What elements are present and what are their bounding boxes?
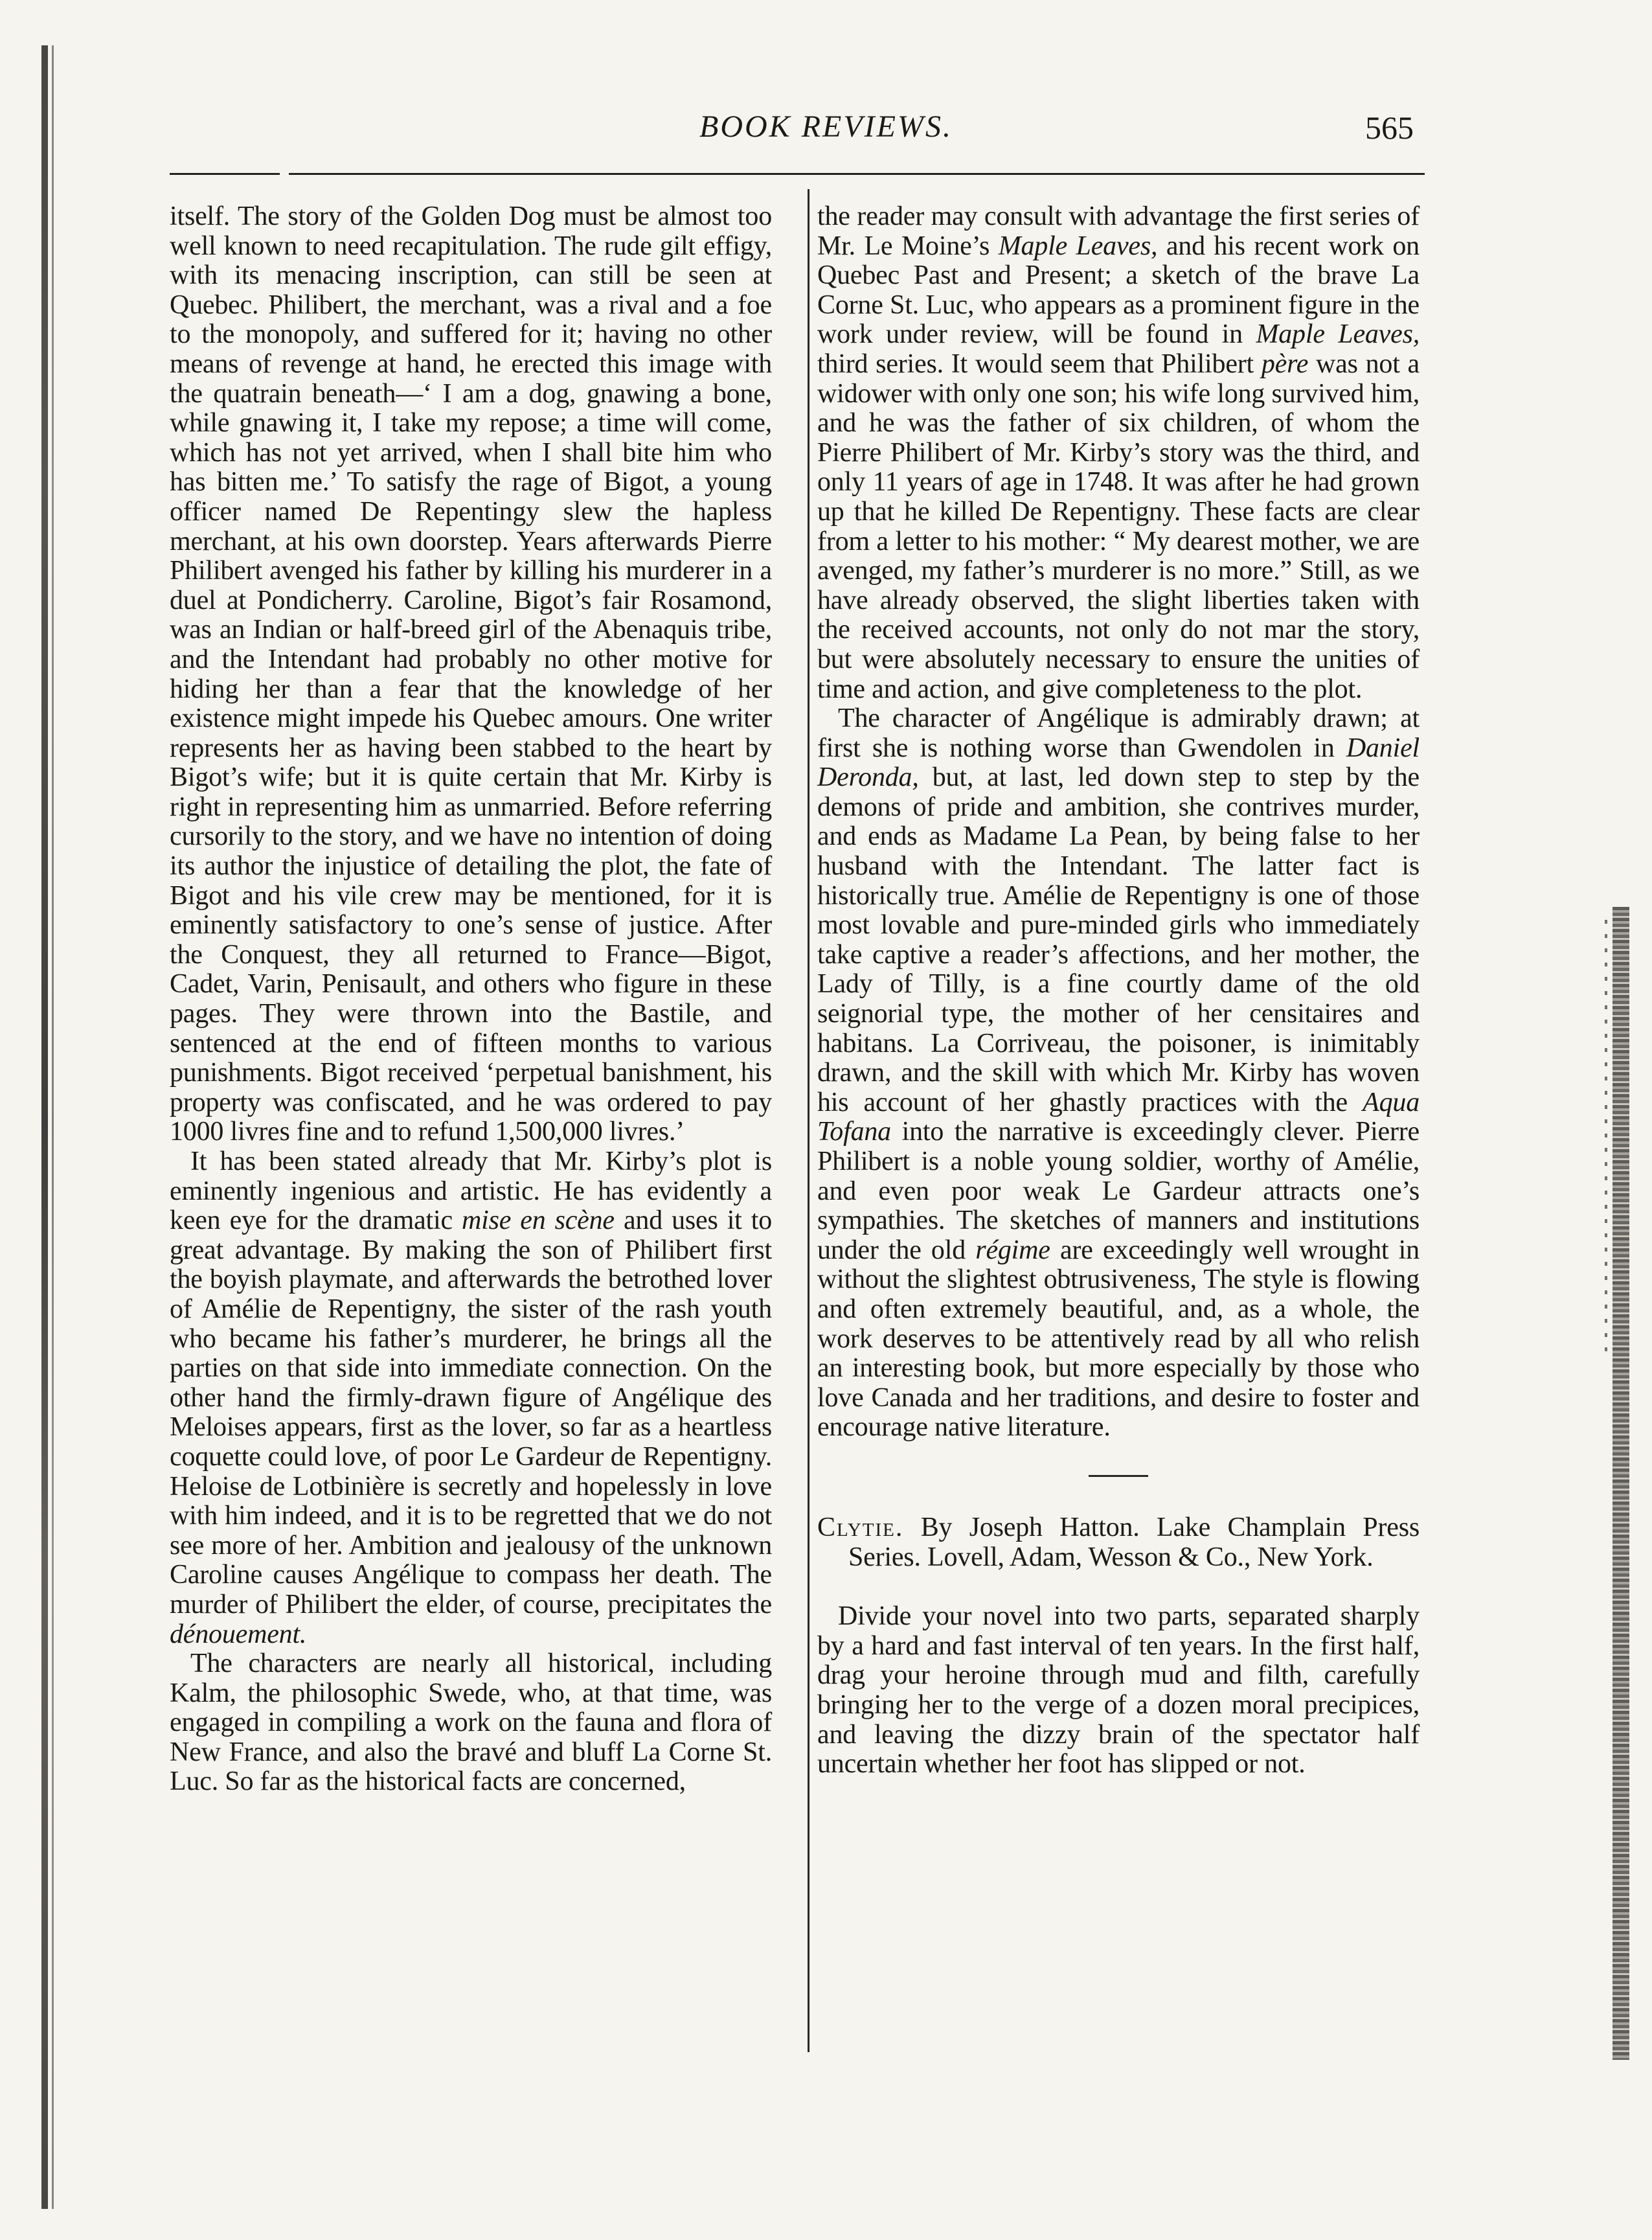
review-citation: By Joseph Hatton. Lake Champlain Press Series. Lovell, Adam, Wesson & Co., New York. [848, 1512, 1420, 1572]
paragraph: itself. The story of the Golden Dog must be almost too well known to need recapitulation. The rude gilt effigy, with its menacing inscription, can still be seen at Quebec. Philibert, the merchant, was a rival and a foe to the monopoly, and suffered for it; having no other means of revenge at hand, he erected this image with the quatrain beneath—‘ I am a dog, gnawing a bone, while gnawing it, I take my repose; a time will come, which has not yet arrived, when I shall bite him who has bitten me.’ To satisfy the rage of Bigot, a young officer named De Repentingy slew the hapless merchant, at his own doorstep. Years afterwards Pierre Philibert avenged his father by killing his murderer in a duel at Pondicherry. Caroline, Bigot’s fair Rosamond, was an Indian or half-breed girl of the Abenaquis tribe, and the Intendant had probably no other motive for hiding her than a fear that the knowledge of her existence might impede his Quebec amours. One writer represents her as having been stabbed to the heart by Bigot’s wife; but it is quite certain that Mr. Kirby is right in representing him as unmarried. Before referring cursorily to the story, and we have no intention of doing its author the injustice of detailing the plot, the fate of Bigot and his vile crew may be mentioned, for it is eminently satisfactory to one’s sense of justice. After the Conquest, they all returned to France—Bigot, Cadet, Varin, Penisault, and others who figure in these pages. They were thrown into the Bastile, and sentenced at the end of fifteen months to various punishments. Bigot received ‘perpetual banishment, his property was confiscated, and he was ordered to pay 1000 livres fine and to refund 1,500,000 livres.’ [170, 201, 772, 1147]
text-run: into the narrative is exceedingly clever. Pierre Philibert is a noble young soldier, worthy of Amélie, and even poor weak Le Gardeur attracts one’s sympathies. The sketches of manners and institutions under the old [817, 1117, 1420, 1265]
scan-edge-right-dots [1605, 920, 1607, 1360]
paragraph [817, 202, 1420, 704]
page-number: 565 [1365, 109, 1414, 146]
section-divider [1089, 1475, 1148, 1477]
text-run: third series. It would seem that Philibert [817, 349, 1254, 379]
text-run: are exceedingly well wrought in without the slightest obtrusiveness, The style is flowing and often extremely beautiful, and, as a whole, the work deserves to be attentively read by all who relish an interesting book, but more especially by those who love Canada and her traditions, and desire to foster and encourage native literature. [817, 1235, 1420, 1443]
review-heading [817, 1513, 1420, 1572]
italic-phrase: dénouement. [170, 1619, 307, 1649]
italic-phrase: mise en scène [462, 1206, 615, 1236]
scan-edge-left [41, 45, 48, 2209]
italic-phrase: Daniel Deronda, [817, 733, 1420, 793]
text-run: the reader may consult with advantage the first series of Mr. Le Moine’s [817, 201, 1420, 261]
column-divider [808, 189, 809, 2052]
paragraph: Divide your novel into two parts, separated sharply by a hard and fast interval of ten years. In the first half, drag your heroine through mud and filth, carefully bringing her to the verge of a dozen moral precipices, and leaving the dizzy brain of the spectator half uncertain whether her foot has slipped or not. [817, 1601, 1420, 1779]
header-rule [289, 173, 1425, 175]
text-run: and uses it to great advantage. By making the son of Philibert first the boyish playmate, and afterwards the betrothed lover of Amélie de Repentigny, the sister of the rash youth who became his father’s murderer, he brings all the parties on that side into immediate connection. On the other hand the firmly-drawn figure of Angélique des Meloises appears, first as the lover, so far as a heartless coquette could love, of poor Le Gardeur de Repentigny. Heloise de Lotbinière is secretly and hopelessly in love with him indeed, and it is to be regretted that we do not see more of her. Ambition and jealousy of the unknown Caroline causes Angélique to compass her death. The murder of Philibert the elder, of course, precipitates the [170, 1206, 772, 1619]
left-column [170, 202, 772, 1797]
text-run: and his recent work on Quebec Past and Present; a sketch of the brave La Corne St. Luc, who appears as a prominent figure in the work under review, will be found in [817, 231, 1420, 350]
scan-edge-left-inner [52, 45, 54, 2209]
header-rule-left [170, 173, 280, 175]
text-run: was not a widower with only one son; his wife long survived him, and he was the father of six children, of whom the Pierre Philibert of Mr. Kirby’s story was the third, and only 11 years of age in 1748. It was after he had grown up that he killed De Repentigny. These facts are clear from a letter to his mother: “ My dearest mother, we are avenged, my father’s murderer is no more.” Still, as we have already observed, the slight liberties taken with the received accounts, not only do not mar the story, but were absolutely necessary to ensure the unities of time and action, and give completeness to the plot. [817, 349, 1420, 704]
italic-phrase: père [1261, 349, 1309, 379]
italic-phrase: Maple Leaves, [998, 231, 1158, 261]
text-run: but, at last, led down step to step by the demons of pride and ambition, she contrives murder, and ends as Madame La Pean, by being false to her husband with the Intendant. The latter fact is historically true. Amélie de Repentigny is one of those most lovable and pure-minded girls who immediately take captive a reader’s affections, and her mother, the Lady of Tilly, is a fine courtly dame of the old seignorial type, the mother of her censitaires and habitans. La Corriveau, the poisoner, is inimitably drawn, and the skill with which Mr. Kirby has woven his account of her ghastly practices with the [817, 762, 1420, 1117]
paragraph [817, 704, 1420, 1443]
paragraph: The characters are nearly all historical, including Kalm, the philosophic Swede, who, at that time, was engaged in compiling a work on the fauna and flora of New France, and also the bravé and bluff La Corne St. Luc. So far as the historical facts are concerned, [170, 1649, 772, 1797]
paragraph [170, 1147, 772, 1649]
right-column [817, 202, 1420, 1779]
italic-phrase: Aqua Tofana [817, 1087, 1420, 1147]
text-run: It has been stated already that Mr. Kirby’s plot is eminently ingenious and artistic. He has evidently a keen eye for the dramatic [170, 1147, 772, 1236]
review-title: Clytie. [817, 1512, 904, 1542]
text-run: The character of Angélique is admirably drawn; at first she is nothing worse than Gwendolen in [817, 703, 1420, 763]
scan-edge-right [1612, 907, 1629, 2060]
running-head: BOOK REVIEWS. [699, 109, 953, 144]
italic-phrase: Maple Leaves, [1256, 319, 1420, 350]
italic-phrase: régime [975, 1235, 1050, 1265]
